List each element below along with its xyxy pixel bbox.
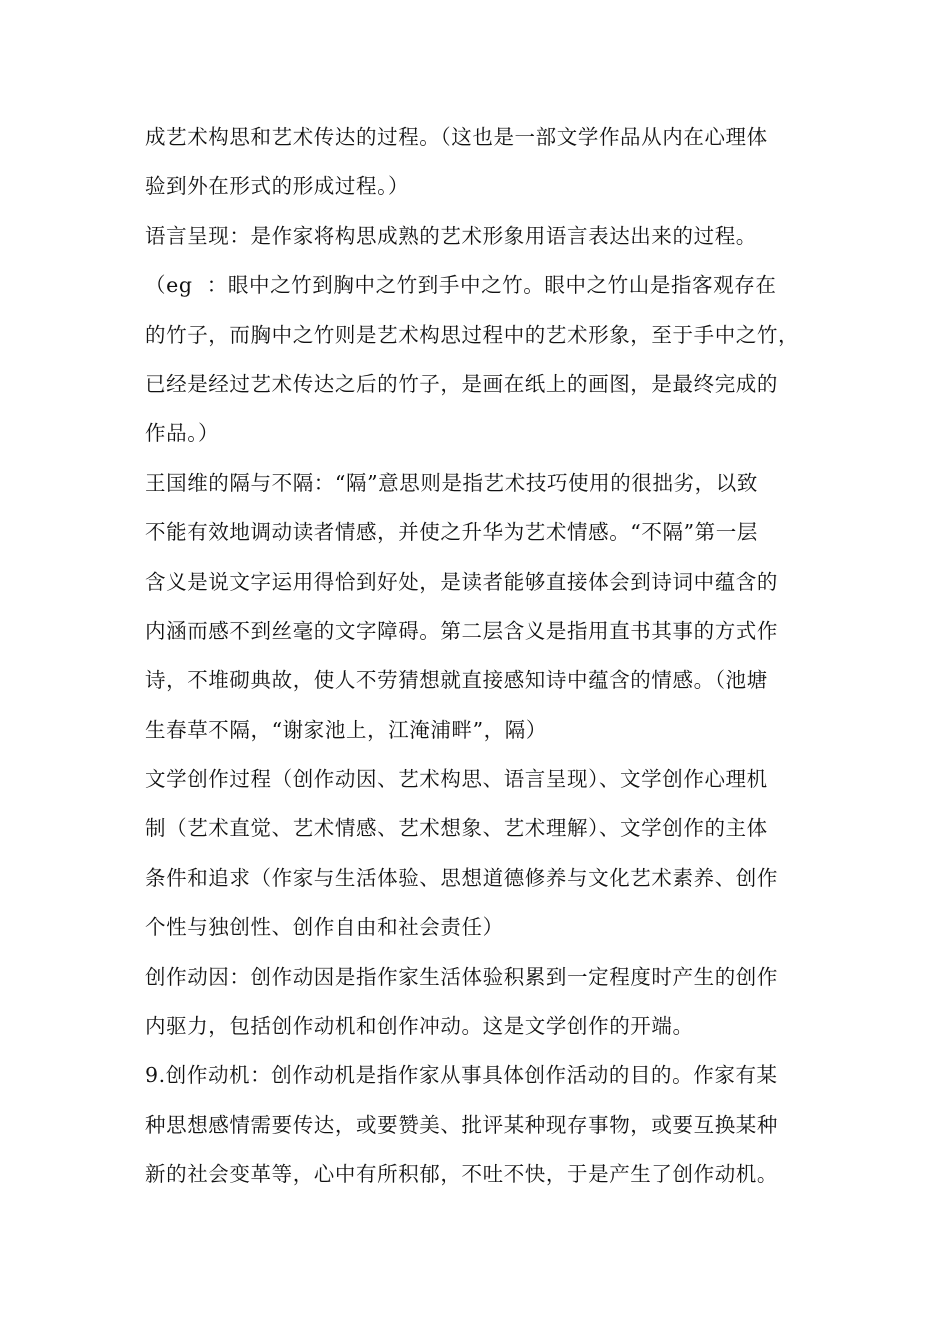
text-line: 不能有效地调动读者情感，并使之升华为艺术情感。“不隔”第一层	[145, 520, 758, 545]
text-line: 诗，不堆砌典故，使人不劳猜想就直接感知诗中蕴含的情感。（池塘	[145, 668, 768, 693]
text-line: 个性与独创性、创作自由和社会责任）	[145, 915, 504, 940]
text-line: 内驱力，包括创作动机和创作冲动。这是文学创作的开端。	[145, 1014, 694, 1039]
text-line: 成艺术构思和艺术传达的过程。（这也是一部文学作品从内在心理体	[145, 125, 768, 149]
text-line: （eg ：眼中之竹到胸中之竹到手中之竹。眼中之竹山是指客观存在	[145, 273, 777, 298]
text-line: 条件和追求（作家与生活体验、思想道德修养与文化艺术素养、创作	[145, 865, 778, 890]
text-line: 语言呈现：是作家将构思成熟的艺术形象用语言表达出来的过程。	[145, 223, 757, 248]
document-body	[145, 113, 810, 1200]
text-line: 种思想感情需要传达，或要赞美、批评某种现存事物，或要互换某种	[145, 1112, 778, 1137]
text-line: 新的社会变革等，心中有所积郁，不吐不快，于是产生了创作动机。	[145, 1162, 778, 1187]
text-line: 的竹子，而胸中之竹则是艺术构思过程中的艺术形象，至于手中之竹，	[145, 322, 800, 347]
text-line: 验到外在形式的形成过程。）	[145, 174, 410, 199]
text-line: 内涵而感不到丝毫的文字障碍。第二层含义是指用直书其事的方式作	[145, 618, 778, 643]
text-line: 王国维的隔与不隔：“隔”意思则是指艺术技巧使用的很拙劣，以致	[145, 470, 758, 495]
text-line: 已经是经过艺术传达之后的竹子，是画在纸上的画图，是最终完成的	[145, 371, 778, 396]
text-line: 创作动因：创作动因是指作家生活体验积累到一定程度时产生的创作	[145, 964, 778, 989]
text-line: 生春草不隔，“谢家池上，江淹浦畔”，隔）	[145, 717, 547, 742]
text-line: 作品。）	[145, 421, 220, 446]
text-line: 制（艺术直觉、艺术情感、艺术想象、艺术理解）、文学创作的主体	[145, 816, 768, 841]
text-line: 文学创作过程（创作动因、艺术构思、语言呈现）、文学创作心理机	[145, 767, 768, 792]
text-line: 9.创作动机：创作动机是指作家从事具体创作活动的目的。作家有某	[145, 1063, 778, 1088]
text-line: 含义是说文字运用得恰到好处，是读者能够直接体会到诗词中蕴含的	[145, 569, 778, 594]
